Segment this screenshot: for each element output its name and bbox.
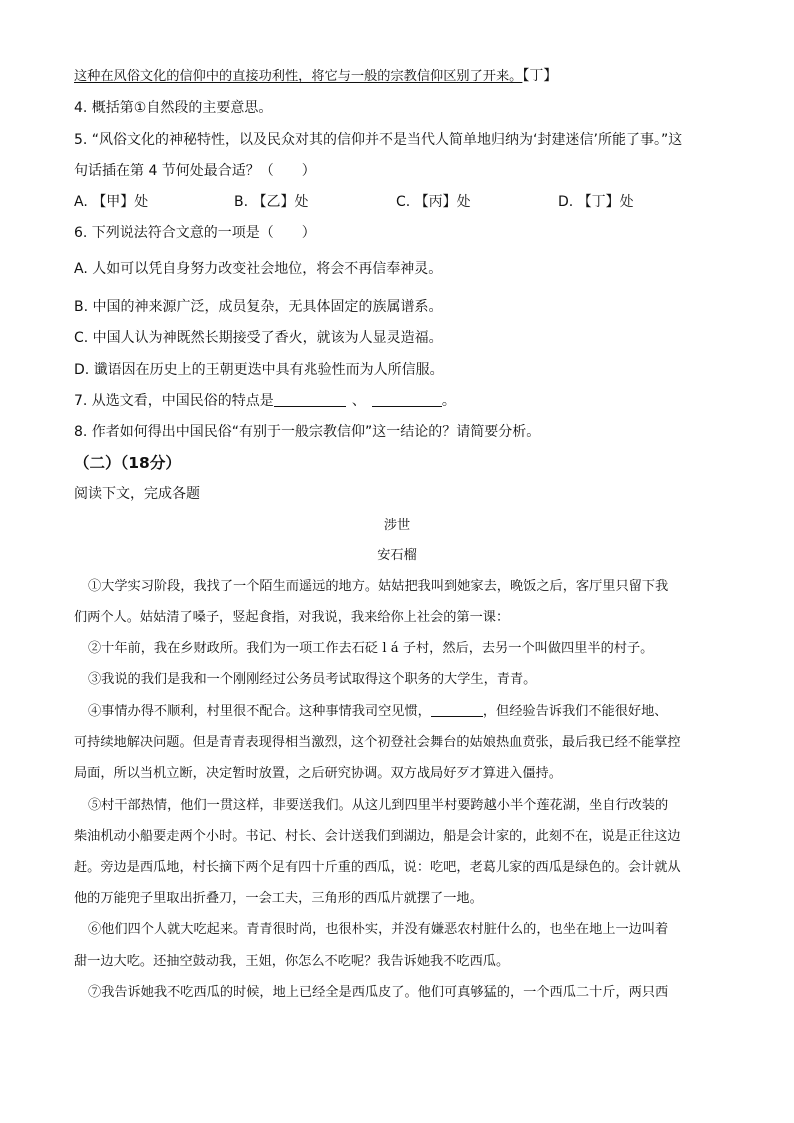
underlined-sentence: 这种在风俗文化的信仰中的直接功利性，将它与一般的宗教信仰区别了开来。 xyxy=(74,69,523,84)
q7-suffix: 。 xyxy=(441,393,456,409)
q5-option-b: B. 【乙】处 xyxy=(234,194,309,210)
article-line: ①大学实习阶段，我找了一个陌生而遥远的地方。姑姑把我叫到她家去，晚饭之后，客厅里只留下我 xyxy=(88,579,669,594)
q7-prefix: 7. 从选文看，中国民俗的特点是 xyxy=(74,393,274,409)
q6-option-d: D. 谶语因在历史上的王朝更迭中具有兆验性而为人所信服。 xyxy=(74,362,444,378)
article-line: 他的万能兜子里取出折叠刀，一会工夫，三角形的西瓜片就摆了一地。 xyxy=(74,891,483,906)
article-line: 局面，所以当机立断，决定暂时放置，之后研究协调。双方战局好歹才算进入僵持。 xyxy=(74,766,562,781)
article-line: ⑦我告诉她我不吃西瓜的时候，地上已经全是西瓜皮了。他们可真够猛的，一个西瓜二十斤，两只西 xyxy=(88,985,669,1000)
question-8: 8. 作者如何得出中国民俗“有别于一般宗教信仰”这一结论的？请简要分析。 xyxy=(74,424,541,440)
section-2-instruction: 阅读下文，完成各题 xyxy=(74,486,200,502)
article-line-part: ④事情办得不顺利，村里很不配合。这种事情我司空见惯， xyxy=(88,704,431,719)
article-line: ⑥他们四个人就大吃起来。青青很时尚，也很朴实，并没有嫌恶农村脏什么的，也坐在地上一边叫着 xyxy=(88,922,669,937)
q6-option-c: C. 中国人认为神既然长期接受了香火，就该为人显灵造福。 xyxy=(74,330,443,346)
fill-blank xyxy=(431,702,483,717)
article-line: ②十年前，我在乡财政所。我们为一项工作去石砭 l á 子村，然后，去另一个叫做四里半的村子。 xyxy=(88,641,654,656)
article-line: ⑤村干部热情，他们一贯这样，非要送我们。从这儿到四里半村要跨越小半个莲花湖，坐自行改装的 xyxy=(88,798,669,813)
top-line xyxy=(74,66,557,87)
article-author: 安石榴 xyxy=(377,548,417,563)
q7-blank-2 xyxy=(372,392,442,407)
question-4: 4. 概括第①自然段的主要意思。 xyxy=(74,100,273,116)
q7-blank-1 xyxy=(274,392,346,407)
q7-separator: 、 xyxy=(351,393,366,409)
q5-option-d: D. 【丁】处 xyxy=(558,194,634,210)
section-2-title: （二）（18分） xyxy=(74,454,181,472)
article-line-part: ，但经验告诉我们不能很好地、 xyxy=(482,704,668,719)
question-7 xyxy=(74,391,456,411)
question-5-line2: 句话插在第 4 节何处最合适？（ ） xyxy=(74,163,316,179)
question-5-line1: 5. “风俗文化的神秘特性，以及民众对其的信仰并不是当代人简单地归纳为‘封建迷信’所能了事。”这 xyxy=(74,132,683,148)
article-line: 们两个人。姑姑清了嗓子，竖起食指，对我说，我来给你上社会的第一课： xyxy=(74,610,510,625)
article-line: 柴油机动小船要走两个小时。书记、村长、会计送我们到湖边，船是会计家的，此刻不在，说是正往这边 xyxy=(74,829,681,844)
article-line: 可持续地解决问题。但是青青表现得相当激烈，这个初登社会舞台的姑娘热血贲张，最后我已经不能掌控 xyxy=(74,735,681,750)
tag-ding: 【丁】 xyxy=(522,68,558,84)
article-line xyxy=(88,702,668,722)
q5-option-a: A. 【甲】处 xyxy=(74,194,149,210)
q5-option-c: C. 【丙】处 xyxy=(396,194,471,210)
article-line: 甜一边大吃。还抽空鼓动我，王姐，你怎么不吃呢？我告诉她我不吃西瓜。 xyxy=(74,954,510,969)
question-6-stem: 6. 下列说法符合文意的一项是（ ） xyxy=(74,225,316,241)
article-line: 赶。旁边是西瓜地，村长摘下两个足有四十斤重的西瓜，说：吃吧，老葛儿家的西瓜是绿色的。会计就从 xyxy=(74,860,681,875)
q6-option-a: A. 人如可以凭自身努力改变社会地位，将会不再信奉神灵。 xyxy=(74,261,443,277)
article-title: 涉世 xyxy=(383,518,411,533)
q6-option-b: B. 中国的神来源广泛，成员复杂，无具体固定的族属谱系。 xyxy=(74,299,443,315)
article-line: ③我说的我们是我和一个刚刚经过公务员考试取得这个职务的大学生，青青。 xyxy=(88,672,537,687)
